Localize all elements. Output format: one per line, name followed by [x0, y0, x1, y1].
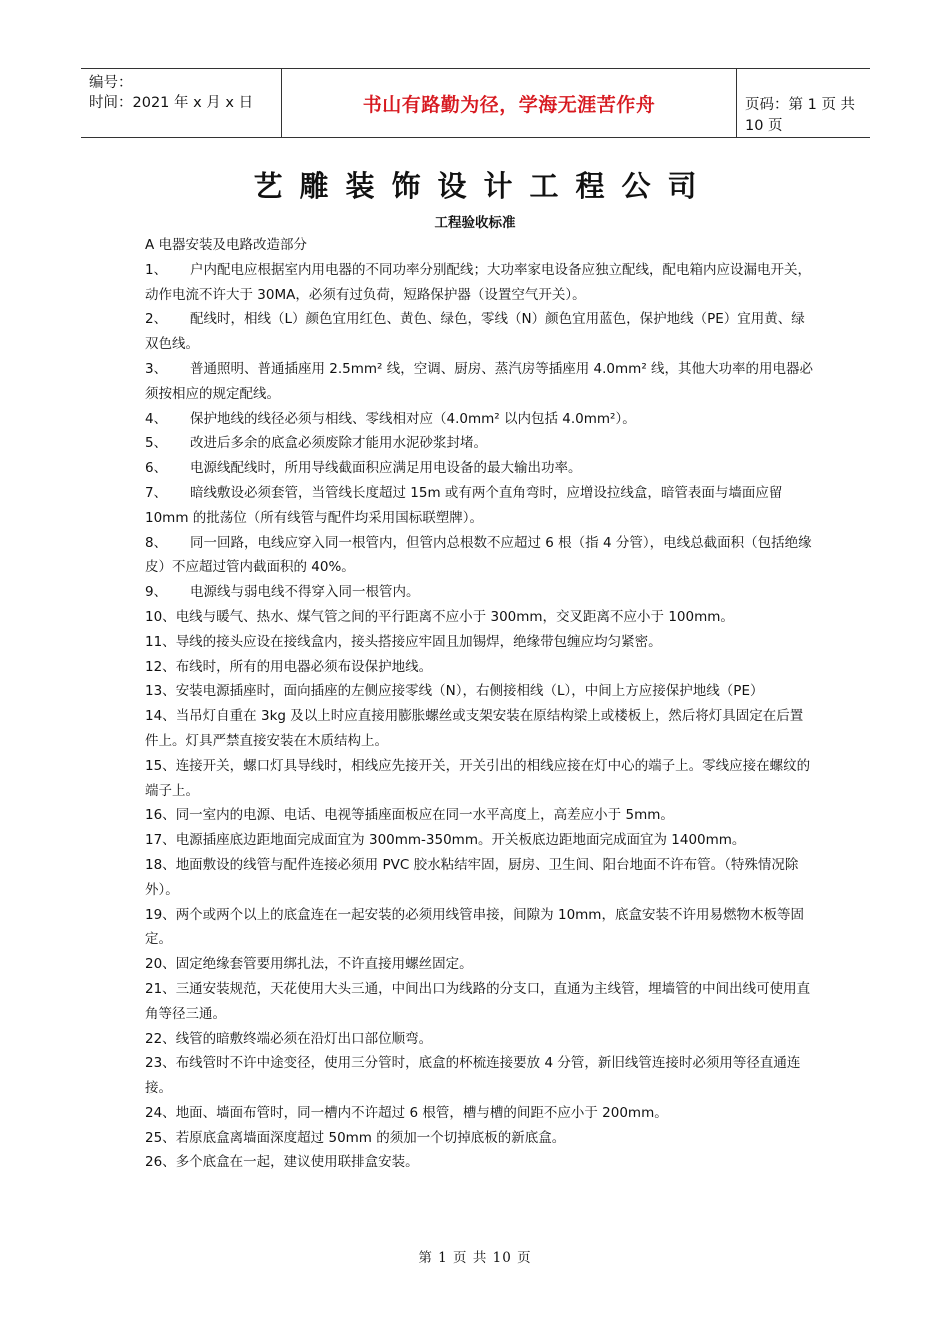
list-item: [145, 977, 815, 1027]
list-item-text: 保护地线的线径必须与相线、零线相对应（4.0mm² 以内包括 4.0mm²）。: [190, 410, 636, 427]
list-item-number: 12、: [145, 658, 176, 675]
list-item-number: 19、: [145, 906, 176, 923]
list-item: [145, 531, 815, 581]
list-item-number: 13、: [145, 683, 176, 700]
list-item-number: 18、: [145, 856, 176, 873]
list-item: [145, 481, 815, 531]
motto-text: 书山有路勤为径，学海无涯苦作舟: [362, 93, 656, 116]
list-item: [145, 1150, 815, 1175]
list-item-text: 固定绝缘套管要用绑扎法，不许直接用螺丝固定。: [175, 956, 473, 973]
list-item-text: 同一回路，电线应穿入同一根管内，但管内总根数不应超过 6 根（指 4 分管），电线总截面积（包括绝缘皮）不应超过管内截面积的 40%。: [145, 534, 812, 576]
list-item: [145, 407, 815, 432]
list-item-number: 26、: [145, 1154, 176, 1171]
list-item-text: 线管的暗敷终端必须在沿灯出口部位顺弯。: [175, 1030, 433, 1047]
list-item-text: 导线的接头应设在接线盒内，接头搭接应牢固且加锡焊，绝缘带包缠应均匀紧密。: [175, 633, 662, 650]
list-item-text: 地面敷设的线管与配件连接必须用 PVC 胶水粘结牢固，厨房、卫生间、阳台地面不许布管。（特殊情况除外）。: [145, 856, 799, 898]
list-item-number: 3、: [145, 360, 168, 377]
list-item-number: 16、: [145, 807, 176, 824]
list-item: [145, 679, 815, 704]
list-item-text: 三通安装规范，天花使用大头三通，中间出口为线路的分支口，直通为主线管，埋墙管的中间出线可使用直角等径三通。: [145, 980, 811, 1022]
list-item: [145, 853, 815, 903]
list-item-number: 17、: [145, 832, 176, 849]
list-item: [145, 630, 815, 655]
list-item-text: 电线与暖气、热水、煤气管之间的平行距离不应小于 300mm，交叉距离不应小于 100mm。: [175, 608, 734, 625]
list-item: [145, 704, 815, 754]
page-footer: 第 1 页 共 10 页: [418, 1250, 532, 1266]
header-table: [81, 68, 870, 138]
page-number-label: 页码：第 1 页 共 10 页: [745, 97, 856, 134]
list-item-number: 6、: [145, 460, 168, 477]
list-item-number: 11、: [145, 633, 176, 650]
list-item: [145, 258, 815, 308]
section-title: A 电器安装及电路改造部分: [145, 237, 308, 253]
list-item-text: 电源线配线时，所用导线截面积应满足用电设备的最大输出功率。: [190, 460, 582, 477]
list-item-text: 多个底盒在一起，建议使用联排盒安装。: [175, 1154, 419, 1171]
document-number-label: 编号：: [89, 75, 133, 91]
header-page-cell: [737, 69, 870, 137]
list-item: [145, 803, 815, 828]
list-item-text: 若原底盒离墙面深度超过 50mm 的须加一个切掉底板的新底盒。: [175, 1129, 566, 1146]
list-item-number: 7、: [145, 484, 168, 501]
document-date-label: 时间：2021 年 x 月 x 日: [89, 95, 254, 111]
list-item-number: 9、: [145, 584, 168, 601]
list-item-number: 8、: [145, 534, 168, 551]
list-item-text: 安装电源插座时，面向插座的左侧应接零线（N），右侧接相线（L），中间上方应接保护地线（PE）: [175, 683, 764, 700]
list-item-number: 4、: [145, 410, 168, 427]
document-body: [145, 233, 815, 1175]
standards-list: [145, 258, 815, 1175]
list-item-number: 10、: [145, 608, 176, 625]
list-item-text: 户内配电应根据室内用电器的不同功率分别配线；大功率家电设备应独立配线，配电箱内应设漏电开关，动作电流不许大于 30MA，必须有过负荷，短路保护器（设置空气开关）。: [145, 261, 811, 303]
list-item: [145, 1126, 815, 1151]
list-item-number: 2、: [145, 311, 168, 328]
list-item: [145, 903, 815, 953]
header-left-cell: [81, 69, 281, 137]
list-item: [145, 357, 815, 407]
list-item: [145, 431, 815, 456]
list-item-text: 电源线与弱电线不得穿入同一根管内。: [190, 584, 420, 601]
list-item-number: 15、: [145, 757, 176, 774]
list-item-text: 地面、墙面布管时，同一槽内不许超过 6 根管，槽与槽的间距不应小于 200mm。: [175, 1104, 668, 1121]
list-item-number: 21、: [145, 980, 176, 997]
list-item-text: 电源插座底边距地面完成面宜为 300mm-350mm。开关板底边距地面完成面宜为 1400mm。: [175, 832, 746, 849]
list-item-number: 1、: [145, 261, 168, 278]
list-item: [145, 1027, 815, 1052]
list-item-number: 23、: [145, 1055, 176, 1072]
list-item: [145, 754, 815, 804]
list-item-number: 22、: [145, 1030, 176, 1047]
list-item: [145, 828, 815, 853]
list-item-text: 两个或两个以上的底盒连在一起安装的必须用线管串接，间隙为 10mm，底盒安装不许用易燃物木板等固定。: [145, 906, 804, 948]
list-item-text: 布线时，所有的用电器必须布设保护地线。: [175, 658, 433, 675]
list-item-text: 普通照明、普通插座用 2.5mm² 线，空调、厨房、蒸汽房等插座用 4.0mm² 线，其他大功率的用电器必须按相应的规定配线。: [145, 360, 814, 402]
list-item: [145, 580, 815, 605]
list-item-text: 配线时，相线（L）颜色宜用红色、黄色、绿色，零线（N）颜色宜用蓝色，保护地线（PE）宜用黄、绿双色线。: [145, 311, 805, 353]
list-item-text: 布线管时不许中途变径，使用三分管时，底盒的杯梳连接要放 4 分管，新旧线管连接时必须用等径直通连接。: [145, 1055, 801, 1097]
document-subtitle: 工程验收标准: [434, 215, 516, 231]
list-item-text: 同一室内的电源、电话、电视等插座面板应在同一水平高度上，高差应小于 5mm。: [175, 807, 674, 824]
list-item-number: 14、: [145, 708, 176, 725]
list-item: [145, 307, 815, 357]
list-item-text: 当吊灯自重在 3kg 及以上时应直接用膨胀螺丝或支架安装在原结构梁上或楼板上，然后将灯具固定在后置件上。灯具严禁直接安装在木质结构上。: [145, 708, 804, 749]
list-item-text: 连接开关，螺口灯具导线时，相线应先接开关，开关引出的相线应接在灯中心的端子上。零线应接在螺纹的端子上。: [145, 757, 811, 799]
list-item: [145, 1051, 815, 1101]
list-item: [145, 1101, 815, 1126]
list-item-number: 20、: [145, 956, 176, 973]
list-item: [145, 655, 815, 680]
list-item-number: 5、: [145, 435, 168, 452]
list-item: [145, 952, 815, 977]
list-item-text: 暗线敷设必须套管，当管线长度超过 15m 或有两个直角弯时，应增设拉线盒，暗管表面与墙面应留 10mm 的批荡位（所有线管与配件均采用国标联塑牌）。: [145, 484, 783, 526]
list-item: [145, 456, 815, 481]
list-item-number: 25、: [145, 1129, 176, 1146]
list-item-text: 改进后多余的底盒必须废除才能用水泥砂浆封堵。: [190, 435, 487, 452]
header-motto-cell: [281, 69, 737, 137]
list-item-number: 24、: [145, 1104, 176, 1121]
company-name: 艺雕装饰设计工程公司: [253, 169, 714, 203]
list-item: [145, 605, 815, 630]
